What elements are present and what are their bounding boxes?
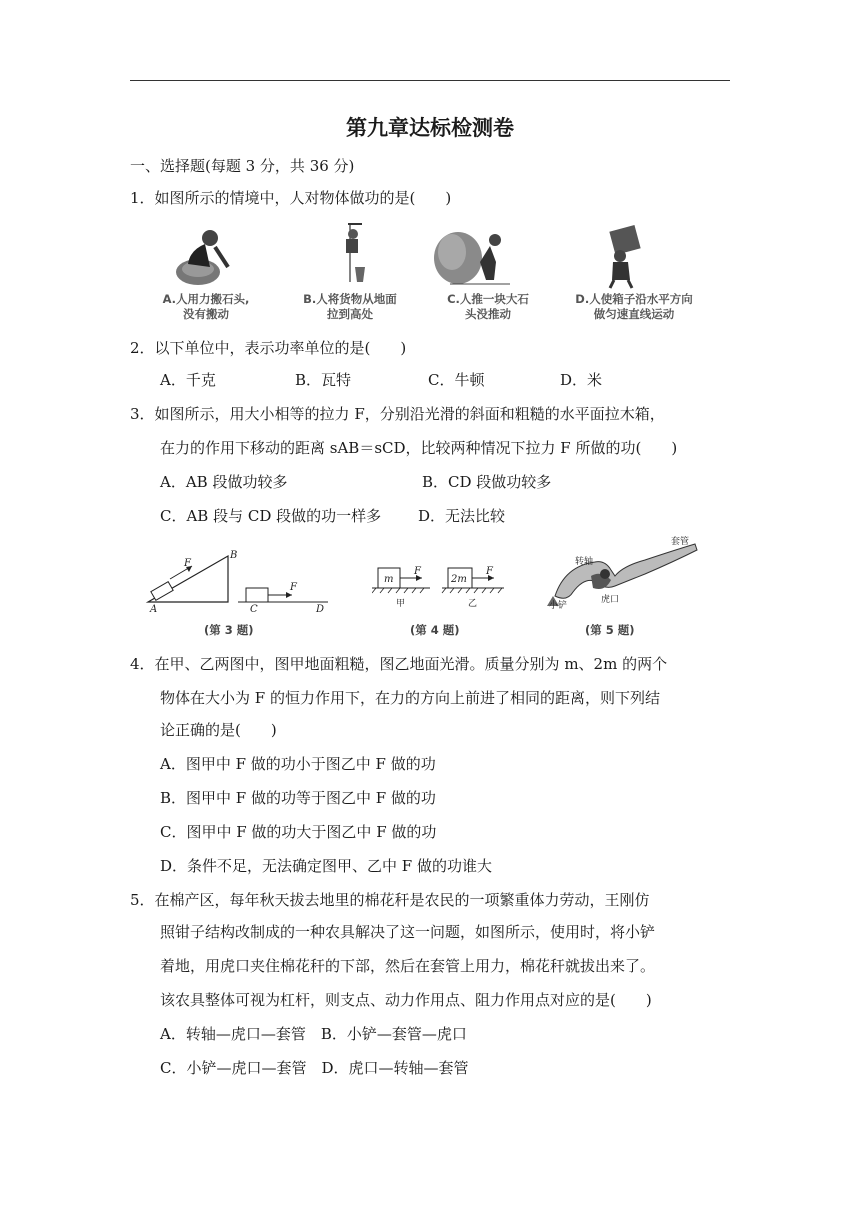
fig3-caption: (第 3 题) (204, 623, 254, 637)
q5-options-ab: A．转轴—虎口—套管 B．小铲—套管—虎口 (160, 1025, 467, 1043)
q1-fig-a (176, 230, 228, 285)
fig3-label-c: C (250, 604, 258, 614)
fig3-incline-diagram (140, 546, 340, 614)
fig4-label-yi: 乙 (468, 599, 478, 609)
fig4-label-jia: 甲 (396, 599, 406, 609)
fig3-label-f1: F (184, 558, 191, 569)
page-title: 第九章达标检测卷 (346, 116, 514, 140)
q2-stem: 2．以下单位中，表示功率单位的是( ) (130, 339, 407, 357)
fig5-label-taoguan: 套管 (671, 537, 690, 547)
q1-fig-d (609, 225, 640, 288)
fig4-label-f2: F (486, 566, 493, 577)
q2-option-b: B．瓦特 (295, 371, 352, 389)
q5-stem-line3: 着地，用虎口夹住棉花秆的下部，然后在套管上用力，棉花秆就拔出来了。 (160, 957, 656, 975)
q4-option-c: C．图甲中 F 做的功大于图乙中 F 做的功 (160, 823, 437, 841)
fig5-label-zhuanzhou: 转轴 (575, 557, 594, 567)
q4-option-b: B．图甲中 F 做的功等于图乙中 F 做的功 (160, 789, 436, 807)
q2-option-d: D．米 (560, 371, 603, 389)
q1-caption-b: B.人将货物从地面 拉到高处 (303, 292, 397, 321)
fig3-label-d: D (316, 604, 325, 614)
q3-option-d: D．无法比较 (418, 507, 506, 525)
q3-option-b: B．CD 段做功较多 (422, 473, 552, 491)
fig5-tool-diagram (545, 536, 705, 616)
q1-fig-c (434, 232, 510, 284)
q5-options-cd: C．小铲—虎口—套管 D．虎口—转轴—套管 (160, 1059, 469, 1077)
fig4-label-m: m (384, 574, 394, 585)
q5-stem-line4: 该农具整体可视为杠杆，则支点、动力作用点、阻力作用点对应的是( ) (160, 991, 652, 1009)
section-heading: 一、选择题(每题 3 分，共 36 分) (130, 157, 355, 175)
q2-option-c: C．牛顿 (428, 371, 485, 389)
q4-stem-line2: 物体在大小为 F 的恒力作用下，在力的方向上前进了相同的距离，则下列结 (160, 689, 660, 707)
q5-stem-line1: 5．在棉产区，每年秋天拔去地里的棉花秆是农民的一项繁重体力劳动，王刚仿 (130, 891, 650, 909)
fig4-label-2m: 2m (451, 574, 467, 585)
fig4-caption: (第 4 题) (410, 623, 460, 637)
q5-stem-line2: 照钳子结构改制成的一种农具解决了这一问题，如图所示，使用时，将小铲 (160, 923, 656, 941)
fig4-blocks-diagram (372, 560, 512, 614)
fig3-label-f2: F (290, 582, 297, 593)
q3-stem-line1: 3．如图所示，用大小相等的拉力 F，分别沿光滑的斜面和粗糙的水平面拉木箱， (130, 405, 665, 423)
q1-stem: 1．如图所示的情境中，人对物体做功的是( ) (130, 189, 452, 207)
q4-stem-line3: 论正确的是( ) (160, 721, 277, 739)
fig3-label-b: B (230, 550, 238, 561)
q3-option-c: C．AB 段与 CD 段做的功一样多 (160, 507, 382, 525)
q1-caption-d: D.人使箱子沿水平方向 做匀速直线运动 (575, 292, 693, 321)
q4-option-a: A．图甲中 F 做的功小于图乙中 F 做的功 (160, 755, 436, 773)
q3-stem-line2: 在力的作用下移动的距离 sAB＝sCD，比较两种情况下拉力 F 所做的功( ) (160, 439, 678, 457)
q4-stem-line1: 4．在甲、乙两图中，图甲地面粗糙，图乙地面光滑。质量分别为 m、2m 的两个 (130, 655, 668, 673)
fig5-label-hukou: 虎口 (601, 595, 620, 605)
q1-caption-a: A.人用力搬石头, 没有搬动 (162, 292, 250, 321)
q2-option-a: A．千克 (160, 371, 216, 389)
q4-option-d: D．条件不足，无法确定图甲、乙中 F 做的功谁大 (160, 857, 492, 875)
q1-illustrations (150, 222, 730, 290)
q1-fig-b (346, 224, 365, 282)
fig4-label-f1: F (414, 566, 421, 577)
top-rule (130, 80, 730, 81)
fig3-label-a: A (150, 604, 158, 614)
q1-caption-c: C.人推一块大石 头没推动 (447, 292, 529, 321)
fig5-caption: (第 5 题) (585, 623, 635, 637)
q3-option-a: A．AB 段做功较多 (160, 473, 288, 491)
fig5-label-xiaochan: 小铲 (549, 601, 568, 611)
